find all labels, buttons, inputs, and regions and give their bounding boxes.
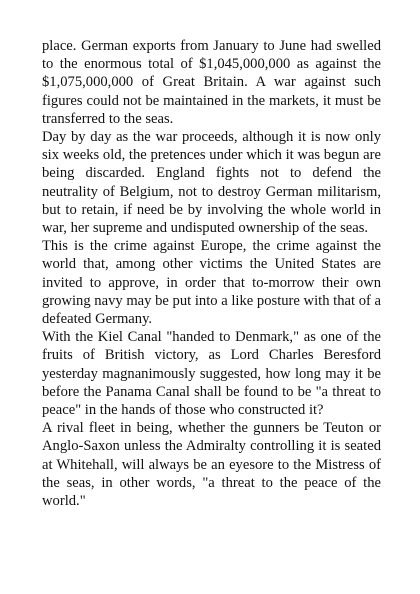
paragraph-3: This is the crime against Europe, the crime against the world that, among other victims the United States are invited to approve, in order that to-morrow their own growing navy may be put into a like posture with that of a defeated Germany. (42, 238, 381, 328)
document-page (42, 37, 381, 510)
paragraph-2: Day by day as the war proceeds, although it is now only six weeks old, the pretences under which it was begun are being discarded. England fights not to defend the neutrality of Belgium, not to destroy German militarism, but to retain, if need be by involving the whole world in war, her supreme and undisputed ownership of the seas. (42, 129, 381, 237)
paragraph-1: place. German exports from January to June had swelled to the enormous total of $1,045,000,000 as against the $1,075,000,000 of Great Britain. A war against such figures could not be maintained in the markets, it must be transferred to the seas. (42, 38, 381, 127)
paragraph-5: A rival fleet in being, whether the gunners be Teuton or Anglo-Saxon unless the Admiralty controlling it is seated at Whitehall, will always be an eyesore to the Mistress of the seas, in other words, "a threat to the peace of the world." (42, 420, 381, 510)
paragraph-4: With the Kiel Canal "handed to Denmark," as one of the fruits of British victory, as Lord Charles Beresford yesterday magnanimously suggested, how long may it be before the Panama Canal shall be found to be "a threat to peace" in the hands of those who constructed it? (42, 329, 381, 419)
